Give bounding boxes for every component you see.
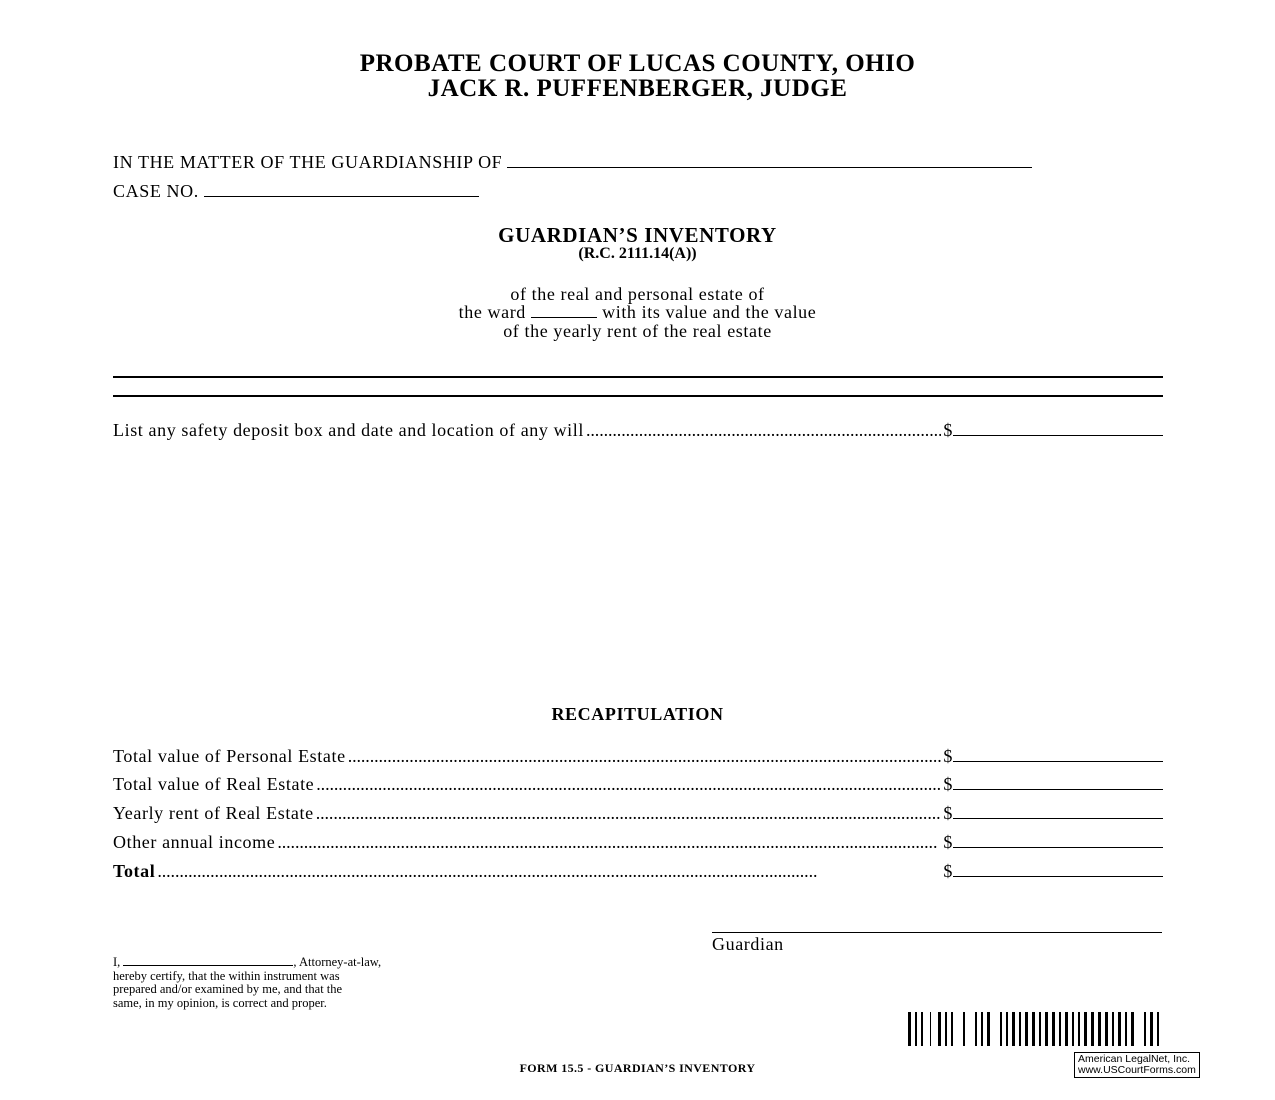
- recap-label: Other annual income: [113, 832, 276, 852]
- guardian-label: Guardian: [712, 934, 784, 954]
- barcode-bar: [1112, 1012, 1114, 1046]
- barcode-bar: [963, 1012, 965, 1046]
- other-income-field[interactable]: [953, 829, 1163, 848]
- divider: [113, 376, 1163, 378]
- form-footer: FORM 15.5 - GUARDIAN’S INVENTORY: [519, 1061, 756, 1075]
- attorney-text: same, in my opinion, is correct and proper.: [113, 995, 327, 1010]
- ward-name-field[interactable]: [507, 151, 1032, 168]
- recap-label: Total: [113, 861, 156, 881]
- dot-leader: [348, 746, 942, 767]
- safety-deposit-label: List any safety deposit box and date and location of any will: [113, 420, 584, 440]
- barcode-bar: [921, 1012, 923, 1046]
- guardian-signature-line[interactable]: [712, 932, 1162, 933]
- barcode-bar: [1150, 1012, 1153, 1046]
- dot-leader: [586, 420, 941, 441]
- barcode-bar: [1084, 1012, 1087, 1046]
- guardianship-line: [113, 151, 1032, 173]
- barcode-bar: [1131, 1012, 1134, 1046]
- currency-sign: $: [943, 861, 953, 881]
- dot-leader: [157, 861, 941, 882]
- barcode-bar: [951, 1012, 953, 1046]
- barcode-bar: [1157, 1012, 1159, 1046]
- recap-row-total: [113, 858, 1163, 882]
- barcode-bar: [1118, 1012, 1121, 1046]
- dot-leader: [316, 774, 941, 795]
- recap-row: [113, 743, 1163, 767]
- barcode-bar: [1105, 1012, 1108, 1046]
- barcode-bar: [1072, 1012, 1074, 1046]
- total-field[interactable]: [953, 858, 1163, 877]
- case-number-field[interactable]: [204, 180, 479, 197]
- form-title: GUARDIAN’S INVENTORY: [498, 223, 777, 247]
- judge-name: JACK R. PUFFENBERGER, JUDGE: [427, 75, 848, 102]
- barcode-bar: [945, 1012, 947, 1046]
- dot-leader: [316, 803, 942, 824]
- description-text: with its value and the value: [602, 302, 817, 322]
- ward-field[interactable]: [531, 303, 597, 318]
- barcode-bar: [1032, 1012, 1035, 1046]
- barcode-bar: [1144, 1012, 1146, 1046]
- description-line: of the real and personal estate of: [510, 284, 765, 304]
- barcode-bar: [1019, 1012, 1021, 1046]
- barcode-bar: [1065, 1012, 1068, 1046]
- recap-label: Total value of Real Estate: [113, 774, 315, 794]
- barcode-bar: [1000, 1012, 1002, 1046]
- barcode-bar: [987, 1012, 990, 1046]
- description-text: the ward: [458, 302, 526, 322]
- barcode-bar: [1039, 1012, 1041, 1046]
- currency-sign: $: [943, 746, 953, 766]
- guardianship-label: IN THE MATTER OF THE GUARDIANSHIP OF: [113, 152, 503, 172]
- attorney-name-field[interactable]: [123, 955, 293, 966]
- recap-row: [113, 829, 1163, 853]
- attorney-text: prepared and/or examined by me, and that the: [113, 982, 343, 996]
- barcode-bar: [1059, 1012, 1061, 1046]
- attorney-certification: [113, 955, 433, 1010]
- personal-estate-field[interactable]: [953, 743, 1163, 762]
- recap-row: [113, 800, 1163, 824]
- real-estate-field[interactable]: [953, 771, 1163, 790]
- barcode-bar: [1125, 1012, 1127, 1046]
- safety-deposit-row: [113, 417, 1163, 441]
- safety-deposit-field[interactable]: [953, 417, 1163, 436]
- barcode-bar: [1025, 1012, 1028, 1046]
- barcode-bar: [938, 1012, 941, 1046]
- publisher-url: www.USCourtForms.com: [1078, 1064, 1196, 1076]
- description-line: of the yearly rent of the real estate: [503, 321, 772, 341]
- barcode-bar: [908, 1012, 911, 1046]
- barcode-bar: [1052, 1012, 1055, 1046]
- barcode-bar: [1078, 1012, 1080, 1046]
- statute-ref: (R.C. 2111.14(A)): [578, 245, 697, 262]
- barcode: [908, 1012, 1163, 1046]
- barcode-bar: [930, 1012, 931, 1046]
- publisher-box[interactable]: [1074, 1052, 1200, 1078]
- currency-sign: $: [943, 803, 953, 823]
- yearly-rent-field[interactable]: [953, 800, 1163, 819]
- case-label: CASE NO.: [113, 181, 199, 201]
- barcode-bar: [981, 1012, 983, 1046]
- recap-label: Total value of Personal Estate: [113, 746, 346, 766]
- attorney-text: hereby certify, that the within instrument was: [113, 968, 340, 983]
- divider: [113, 395, 1163, 397]
- currency-sign: $: [943, 774, 953, 794]
- barcode-bar: [915, 1012, 917, 1046]
- barcode-bar: [1045, 1012, 1048, 1046]
- case-line: [113, 180, 479, 202]
- barcode-bar: [1091, 1012, 1094, 1046]
- barcode-bar: [1098, 1012, 1101, 1046]
- dot-leader: [277, 832, 941, 853]
- attorney-suffix: , Attorney-at-law,: [293, 955, 382, 969]
- currency-sign: $: [943, 420, 953, 440]
- publisher-name: American LegalNet, Inc.: [1078, 1053, 1191, 1065]
- attorney-prefix: I,: [113, 955, 121, 969]
- barcode-bar: [1012, 1012, 1015, 1046]
- recap-row: [113, 771, 1163, 795]
- recap-heading: RECAPITULATION: [551, 704, 724, 724]
- currency-sign: $: [943, 832, 953, 852]
- court-name: PROBATE COURT OF LUCAS COUNTY, OHIO: [359, 50, 916, 77]
- recap-label: Yearly rent of Real Estate: [113, 803, 314, 823]
- barcode-bar: [975, 1012, 977, 1046]
- description-line: [0, 302, 1275, 323]
- barcode-bar: [1006, 1012, 1008, 1046]
